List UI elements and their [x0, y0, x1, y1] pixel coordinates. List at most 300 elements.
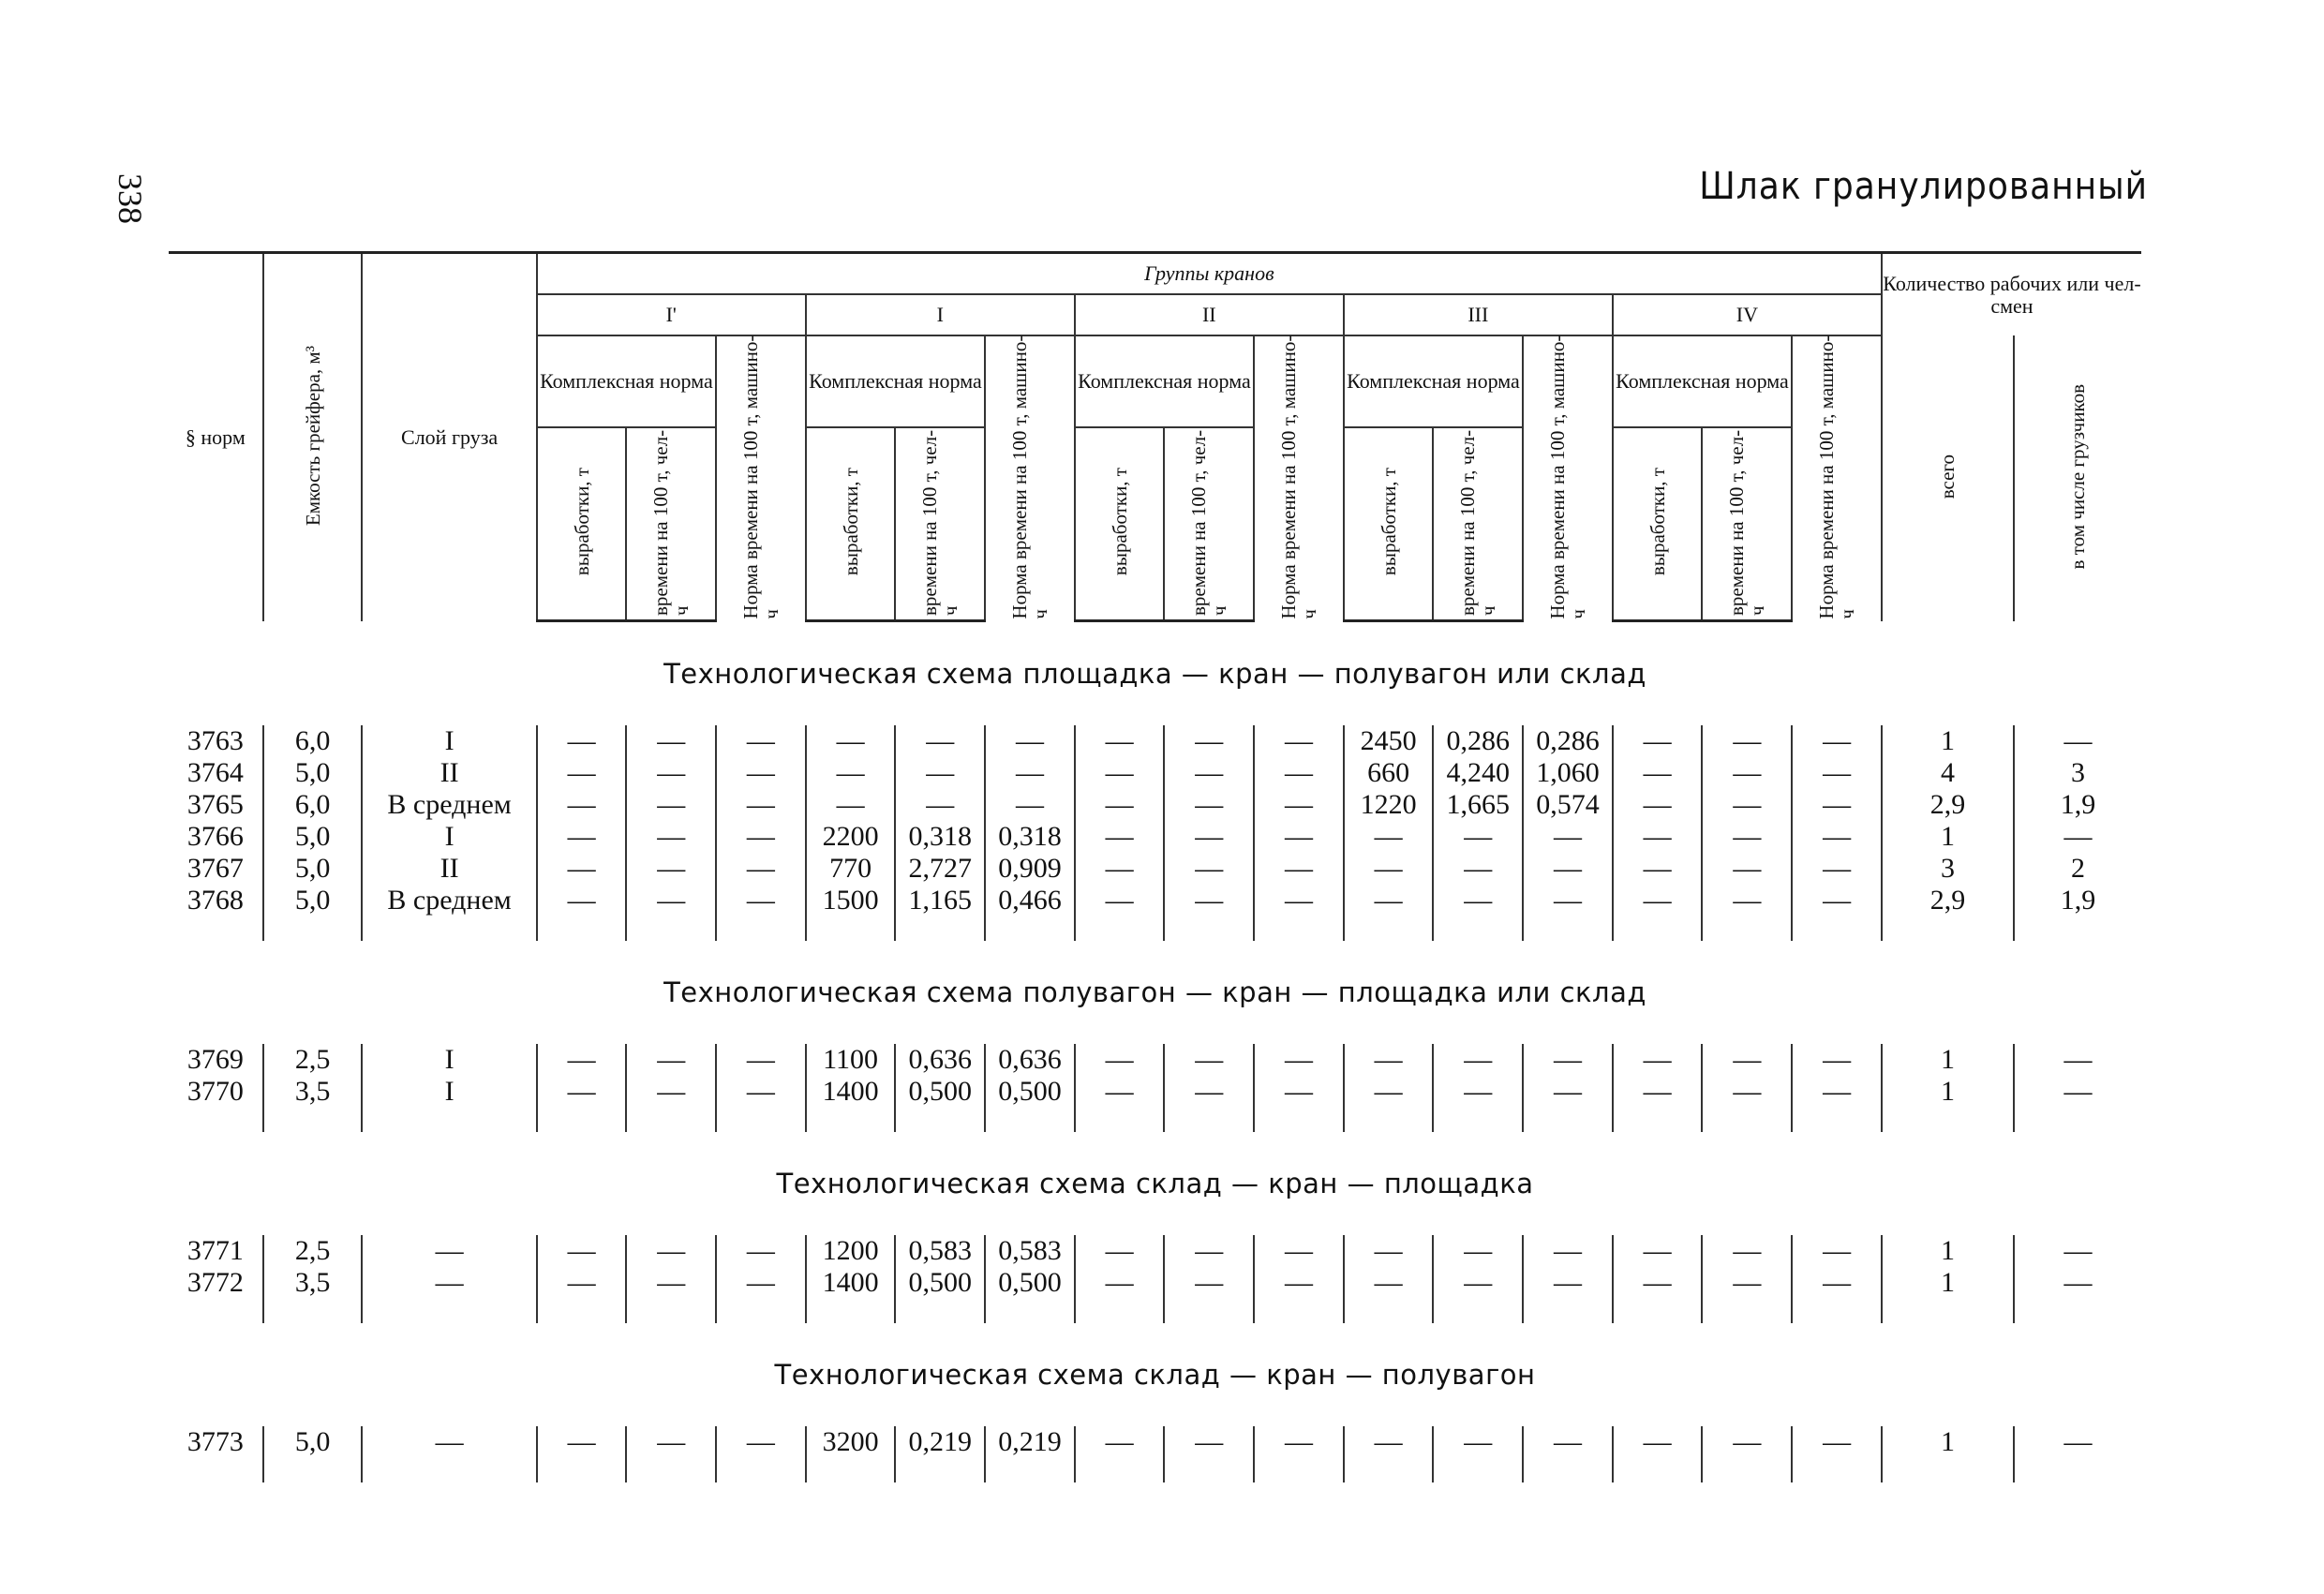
- header-complex-norm: Комплексная норма: [1075, 335, 1254, 427]
- spacer-cell: [1075, 916, 1165, 941]
- table-cell: I: [362, 821, 536, 853]
- table-cell: 3,5: [263, 1076, 363, 1108]
- table-cell: В среднем: [362, 789, 536, 821]
- table-cell: —: [626, 1076, 716, 1108]
- table-cell: —: [1792, 757, 1882, 789]
- table-body: [169, 621, 2141, 1483]
- table-cell: —: [2014, 1044, 2141, 1076]
- table-cell: 2,5: [263, 1044, 363, 1076]
- spacer-cell: [537, 1458, 627, 1482]
- header-complex-norm: Комплексная норма: [806, 335, 985, 427]
- spacer-cell: [1702, 916, 1792, 941]
- header-time: времени на 100 т, чел-ч: [895, 427, 985, 621]
- table-cell: —: [1523, 1267, 1613, 1299]
- table-cell: —: [1344, 1426, 1434, 1458]
- table-cell: 1200: [806, 1235, 896, 1267]
- spacer-cell: [2014, 1108, 2141, 1132]
- spacer-cell: [537, 1108, 627, 1132]
- table-cell: —: [2014, 1076, 2141, 1108]
- table-cell: —: [1702, 1044, 1792, 1076]
- table-cell: —: [1433, 1076, 1523, 1108]
- table-row: [169, 1044, 2141, 1076]
- table-cell: —: [1523, 1044, 1613, 1076]
- spacer-cell: [1254, 916, 1344, 941]
- table-cell: 1400: [806, 1076, 896, 1108]
- header-time: времени на 100 т, чел-ч: [1702, 427, 1792, 621]
- table-cell: —: [626, 885, 716, 916]
- spacer-cell: [2014, 1299, 2141, 1323]
- table-cell: —: [1075, 1044, 1165, 1076]
- table-row: [169, 853, 2141, 885]
- spacer-cell: [1882, 1458, 2014, 1482]
- table-cell: —: [1613, 1426, 1703, 1458]
- spacer-cell: [1164, 1299, 1254, 1323]
- table-cell: —: [2014, 725, 2141, 757]
- table-cell: 5,0: [263, 885, 363, 916]
- table-cell: 1500: [806, 885, 896, 916]
- table-cell: —: [895, 757, 985, 789]
- spacer-cell: [1792, 1299, 1882, 1323]
- table-cell: 1100: [806, 1044, 896, 1076]
- table-cell: 2,9: [1882, 789, 2014, 821]
- header-time: времени на 100 т, чел-ч: [626, 427, 716, 621]
- header-group: II: [1075, 294, 1344, 335]
- table-cell: —: [1792, 1044, 1882, 1076]
- spacer-cell: [2014, 916, 2141, 941]
- spacer-cell: [1344, 916, 1434, 941]
- table-row: [169, 789, 2141, 821]
- header-machine-time: Норма времени на 100 т, машино-ч: [1792, 335, 1882, 621]
- table-row: [169, 1235, 2141, 1267]
- table-header: [169, 253, 2141, 621]
- table-cell: —: [1433, 1044, 1523, 1076]
- table-cell: —: [1613, 1235, 1703, 1267]
- table-cell: —: [1344, 853, 1434, 885]
- table-cell: 3769: [186, 1044, 244, 1076]
- spacer-cell: [1075, 1108, 1165, 1132]
- table-cell: —: [537, 789, 627, 821]
- table-cell: —: [362, 1235, 536, 1267]
- table-row: [169, 885, 2141, 916]
- spacer-cell: [1254, 1299, 1344, 1323]
- table-cell: —: [1254, 1267, 1344, 1299]
- table-cell: —: [1344, 885, 1434, 916]
- spacer-cell: [169, 1108, 263, 1132]
- section-title-row: [169, 941, 2141, 1044]
- header-group: I': [537, 294, 806, 335]
- table-cell: —: [985, 725, 1075, 757]
- table-cell: 1,665: [1433, 789, 1523, 821]
- table-cell: 3,5: [263, 1267, 363, 1299]
- table-cell: —: [1164, 853, 1254, 885]
- table-cell: —: [1433, 821, 1523, 853]
- table-cell: 1220: [1344, 789, 1434, 821]
- spacer-cell: [362, 1108, 536, 1132]
- table-cell: —: [1702, 1235, 1792, 1267]
- table-cell: —: [1254, 1426, 1344, 1458]
- table-cell: 1: [1882, 1267, 2014, 1299]
- section-title: Технологическая схема площадка — кран — полувагон или склад: [663, 658, 1646, 691]
- table-cell: 4: [1882, 757, 2014, 789]
- table-cell: —: [1254, 885, 1344, 916]
- table-cell: —: [1702, 821, 1792, 853]
- spacer-cell: [362, 1458, 536, 1482]
- table-cell: 0,500: [895, 1267, 985, 1299]
- table-row: [169, 725, 2141, 757]
- table-cell: 0,500: [985, 1076, 1075, 1108]
- table-cell: 6,0: [263, 725, 363, 757]
- header-output: выработки, т: [537, 427, 627, 621]
- spacer-cell: [1792, 1458, 1882, 1482]
- spacer-cell: [716, 1108, 806, 1132]
- page-title: Шлак гранулированный: [1699, 165, 2148, 208]
- table-row: [169, 821, 2141, 853]
- table-cell: —: [716, 1426, 806, 1458]
- table-row: [169, 1426, 2141, 1458]
- table-cell: 1: [1882, 1235, 2014, 1267]
- table-cell: —: [1613, 885, 1703, 916]
- table-cell: —: [716, 821, 806, 853]
- table-cell: —: [1613, 725, 1703, 757]
- table-cell: —: [1792, 789, 1882, 821]
- table-cell: —: [626, 725, 716, 757]
- table-cell: —: [1075, 789, 1165, 821]
- spacer-cell: [985, 1458, 1075, 1482]
- table-cell: —: [1702, 1267, 1792, 1299]
- table-cell: —: [1164, 1267, 1254, 1299]
- header-norm-no: § норм: [169, 253, 263, 621]
- table-cell: 0,583: [895, 1235, 985, 1267]
- table-cell: —: [1792, 725, 1882, 757]
- table-cell: —: [1792, 1426, 1882, 1458]
- table-cell: —: [1164, 725, 1254, 757]
- spacer-cell: [1882, 916, 2014, 941]
- spacer-cell: [985, 1299, 1075, 1323]
- header-machine-time: Норма времени на 100 т, машино-ч: [1523, 335, 1613, 621]
- table-cell: 3766: [186, 821, 244, 853]
- table-cell: —: [1075, 821, 1165, 853]
- table-cell: 5,0: [263, 853, 363, 885]
- spacer-cell: [626, 1108, 716, 1132]
- table-cell: —: [537, 757, 627, 789]
- table-cell: 4,240: [1433, 757, 1523, 789]
- table-cell: 6,0: [263, 789, 363, 821]
- table-cell: 1400: [806, 1267, 896, 1299]
- table-cell: —: [1702, 757, 1792, 789]
- table-cell: —: [537, 1426, 627, 1458]
- section-title: Технологическая схема склад — кран — полувагон: [774, 1359, 1536, 1392]
- table-cell: —: [985, 789, 1075, 821]
- table-cell: —: [1344, 1076, 1434, 1108]
- page-number: 338: [112, 173, 149, 224]
- spacer-cell: [1433, 1299, 1523, 1323]
- section-title-row: [169, 621, 2141, 726]
- spacer-cell: [895, 1108, 985, 1132]
- header-group: III: [1344, 294, 1613, 335]
- table-cell: 0,636: [895, 1044, 985, 1076]
- table-cell: —: [1613, 789, 1703, 821]
- table-cell: —: [1792, 1267, 1882, 1299]
- table-cell: 1: [1882, 1044, 2014, 1076]
- spacer-cell: [716, 1458, 806, 1482]
- table-cell: 1,165: [895, 885, 985, 916]
- header-group: I: [806, 294, 1075, 335]
- table-cell: —: [1433, 1426, 1523, 1458]
- table-cell: —: [1613, 1076, 1703, 1108]
- table-cell: —: [1523, 1426, 1613, 1458]
- table-cell: 2,5: [263, 1235, 363, 1267]
- table-cell: 2,9: [1882, 885, 2014, 916]
- spacer-cell: [169, 916, 263, 941]
- header-output: выработки, т: [1344, 427, 1434, 621]
- table-cell: —: [1164, 1235, 1254, 1267]
- spacer-cell: [806, 1299, 896, 1323]
- header-grab-capacity: Емкость грейфера, м³: [263, 253, 363, 621]
- spacer-cell: [1075, 1458, 1165, 1482]
- spacer-cell: [169, 1458, 263, 1482]
- table-cell: 3764: [186, 757, 244, 789]
- header-machine-time: Норма времени на 100 т, машино-ч: [985, 335, 1075, 621]
- table-cell: 0,219: [895, 1426, 985, 1458]
- table-cell: 5,0: [263, 1426, 363, 1458]
- table-cell: 3765: [186, 789, 244, 821]
- table-cell: —: [626, 757, 716, 789]
- spacer-cell: [1164, 1458, 1254, 1482]
- table-cell: —: [1792, 885, 1882, 916]
- table-cell: 1,060: [1523, 757, 1613, 789]
- section-title-row: [169, 1323, 2141, 1426]
- table-cell: 3200: [806, 1426, 896, 1458]
- spacer-cell: [1254, 1108, 1344, 1132]
- table-cell: —: [1523, 885, 1613, 916]
- table-cell: 0,500: [985, 1267, 1075, 1299]
- table-cell: 2,727: [895, 853, 985, 885]
- spacer-cell: [1344, 1458, 1434, 1482]
- spacer-cell: [985, 1108, 1075, 1132]
- table-cell: —: [1164, 757, 1254, 789]
- spacer-cell: [1523, 1458, 1613, 1482]
- table-cell: —: [716, 1235, 806, 1267]
- table-cell: —: [626, 853, 716, 885]
- spacer-cell: [1344, 1299, 1434, 1323]
- spacer-row: [169, 916, 2141, 941]
- header-time: времени на 100 т, чел-ч: [1433, 427, 1523, 621]
- table-cell: —: [1344, 1044, 1434, 1076]
- table-cell: II: [362, 853, 536, 885]
- table-cell: —: [626, 1267, 716, 1299]
- header-output: выработки, т: [1075, 427, 1165, 621]
- table-cell: I: [362, 1076, 536, 1108]
- spacer-cell: [2014, 1458, 2141, 1482]
- spacer-cell: [716, 1299, 806, 1323]
- table-cell: 0,583: [985, 1235, 1075, 1267]
- header-cargo-layer: Слой груза: [362, 253, 536, 621]
- table-cell: 3768: [186, 885, 244, 916]
- table-row: [169, 1267, 2141, 1299]
- table-cell: —: [626, 1235, 716, 1267]
- table-cell: —: [806, 789, 896, 821]
- table-cell: 3771: [186, 1235, 244, 1267]
- norms-table: [169, 251, 2141, 1482]
- table-cell: 770: [806, 853, 896, 885]
- table-cell: —: [1613, 1267, 1703, 1299]
- table-cell: —: [537, 725, 627, 757]
- table-cell: —: [1164, 1076, 1254, 1108]
- spacer-cell: [1882, 1108, 2014, 1132]
- spacer-cell: [626, 1299, 716, 1323]
- table-cell: —: [1613, 757, 1703, 789]
- table-cell: —: [806, 725, 896, 757]
- table-cell: —: [1075, 1076, 1165, 1108]
- table-cell: —: [626, 789, 716, 821]
- table-cell: 0,318: [985, 821, 1075, 853]
- table-cell: —: [1254, 1044, 1344, 1076]
- table-cell: 3: [2014, 757, 2141, 789]
- table-cell: —: [985, 757, 1075, 789]
- spacer-cell: [1164, 1108, 1254, 1132]
- table-cell: —: [626, 821, 716, 853]
- table-cell: —: [1433, 1267, 1523, 1299]
- table-cell: 0,466: [985, 885, 1075, 916]
- spacer-row: [169, 1108, 2141, 1132]
- spacer-cell: [1702, 1299, 1792, 1323]
- spacer-cell: [362, 916, 536, 941]
- spacer-cell: [362, 1299, 536, 1323]
- table-cell: —: [1613, 1044, 1703, 1076]
- table-cell: —: [716, 885, 806, 916]
- header-crane-groups: Группы кранов: [537, 253, 1882, 295]
- table-cell: 1,9: [2014, 885, 2141, 916]
- table-cell: —: [1702, 853, 1792, 885]
- table-cell: 3772: [186, 1267, 244, 1299]
- header-workers: Количество рабочих или чел-смен: [1882, 253, 2141, 336]
- table-cell: —: [1344, 821, 1434, 853]
- table-cell: 3773: [186, 1426, 244, 1458]
- spacer-cell: [716, 916, 806, 941]
- table-cell: 2: [2014, 853, 2141, 885]
- spacer-cell: [1702, 1108, 1792, 1132]
- table-cell: 1,9: [2014, 789, 2141, 821]
- table-cell: 3: [1882, 853, 2014, 885]
- spacer-cell: [1523, 1299, 1613, 1323]
- spacer-cell: [806, 916, 896, 941]
- table-row: [169, 757, 2141, 789]
- header-machine-time: Норма времени на 100 т, машино-ч: [1254, 335, 1344, 621]
- table-cell: —: [716, 725, 806, 757]
- table-cell: —: [1254, 725, 1344, 757]
- spacer-cell: [1792, 1108, 1882, 1132]
- table-cell: 1: [1882, 725, 2014, 757]
- table-cell: —: [895, 725, 985, 757]
- spacer-cell: [263, 1299, 363, 1323]
- table-cell: —: [362, 1426, 536, 1458]
- table-cell: 1: [1882, 1426, 2014, 1458]
- table-cell: 0,286: [1523, 725, 1613, 757]
- section-title: Технологическая схема полувагон — кран — площадка или склад: [663, 976, 1646, 1009]
- spacer-cell: [1613, 1108, 1703, 1132]
- table-cell: —: [2014, 821, 2141, 853]
- table-cell: —: [537, 853, 627, 885]
- table-cell: 0,574: [1523, 789, 1613, 821]
- table-cell: —: [1075, 853, 1165, 885]
- spacer-cell: [1433, 1108, 1523, 1132]
- table-cell: —: [1075, 1426, 1165, 1458]
- table-cell: 1: [1882, 821, 2014, 853]
- table-cell: 1: [1882, 1076, 2014, 1108]
- table-cell: II: [362, 757, 536, 789]
- table-cell: —: [1164, 1426, 1254, 1458]
- table-cell: —: [1254, 853, 1344, 885]
- table-cell: —: [2014, 1267, 2141, 1299]
- table-cell: —: [1164, 885, 1254, 916]
- table-cell: 0,636: [985, 1044, 1075, 1076]
- table-cell: —: [537, 1044, 627, 1076]
- table-cell: —: [1523, 1235, 1613, 1267]
- spacer-cell: [537, 916, 627, 941]
- spacer-cell: [263, 916, 363, 941]
- table-cell: —: [1254, 757, 1344, 789]
- header-group: IV: [1613, 294, 1882, 335]
- table-cell: —: [1523, 1076, 1613, 1108]
- spacer-cell: [1882, 1299, 2014, 1323]
- table-cell: —: [537, 821, 627, 853]
- header-complex-norm: Комплексная норма: [1613, 335, 1792, 427]
- table-cell: —: [1523, 821, 1613, 853]
- table-cell: 2450: [1344, 725, 1434, 757]
- table-cell: —: [1613, 821, 1703, 853]
- spacer-cell: [895, 916, 985, 941]
- table-cell: —: [626, 1044, 716, 1076]
- table-row: [169, 1076, 2141, 1108]
- table-cell: 2200: [806, 821, 896, 853]
- spacer-row: [169, 1458, 2141, 1482]
- table-cell: —: [806, 757, 896, 789]
- spacer-cell: [895, 1299, 985, 1323]
- table-cell: —: [1164, 821, 1254, 853]
- spacer-cell: [1254, 1458, 1344, 1482]
- spacer-cell: [263, 1458, 363, 1482]
- table-cell: В среднем: [362, 885, 536, 916]
- table-cell: —: [1075, 1267, 1165, 1299]
- table-cell: —: [716, 1044, 806, 1076]
- spacer-cell: [1613, 1458, 1703, 1482]
- table-cell: —: [716, 789, 806, 821]
- table-cell: —: [2014, 1426, 2141, 1458]
- table-cell: —: [1164, 789, 1254, 821]
- table-cell: —: [537, 885, 627, 916]
- table-cell: —: [1075, 757, 1165, 789]
- spacer-cell: [626, 1458, 716, 1482]
- spacer-cell: [626, 916, 716, 941]
- table-cell: —: [1792, 821, 1882, 853]
- table-cell: 3770: [186, 1076, 244, 1108]
- spacer-cell: [1433, 916, 1523, 941]
- table-cell: 0,318: [895, 821, 985, 853]
- spacer-cell: [169, 1299, 263, 1323]
- table-cell: —: [1702, 1076, 1792, 1108]
- table-cell: —: [362, 1267, 536, 1299]
- table-cell: —: [1792, 853, 1882, 885]
- spacer-cell: [263, 1108, 363, 1132]
- table-cell: I: [362, 725, 536, 757]
- table-cell: —: [2014, 1235, 2141, 1267]
- spacer-cell: [895, 1458, 985, 1482]
- spacer-cell: [1702, 1458, 1792, 1482]
- section-title-row: [169, 1132, 2141, 1235]
- table-cell: 5,0: [263, 757, 363, 789]
- table-cell: —: [1254, 1235, 1344, 1267]
- table-cell: —: [1433, 885, 1523, 916]
